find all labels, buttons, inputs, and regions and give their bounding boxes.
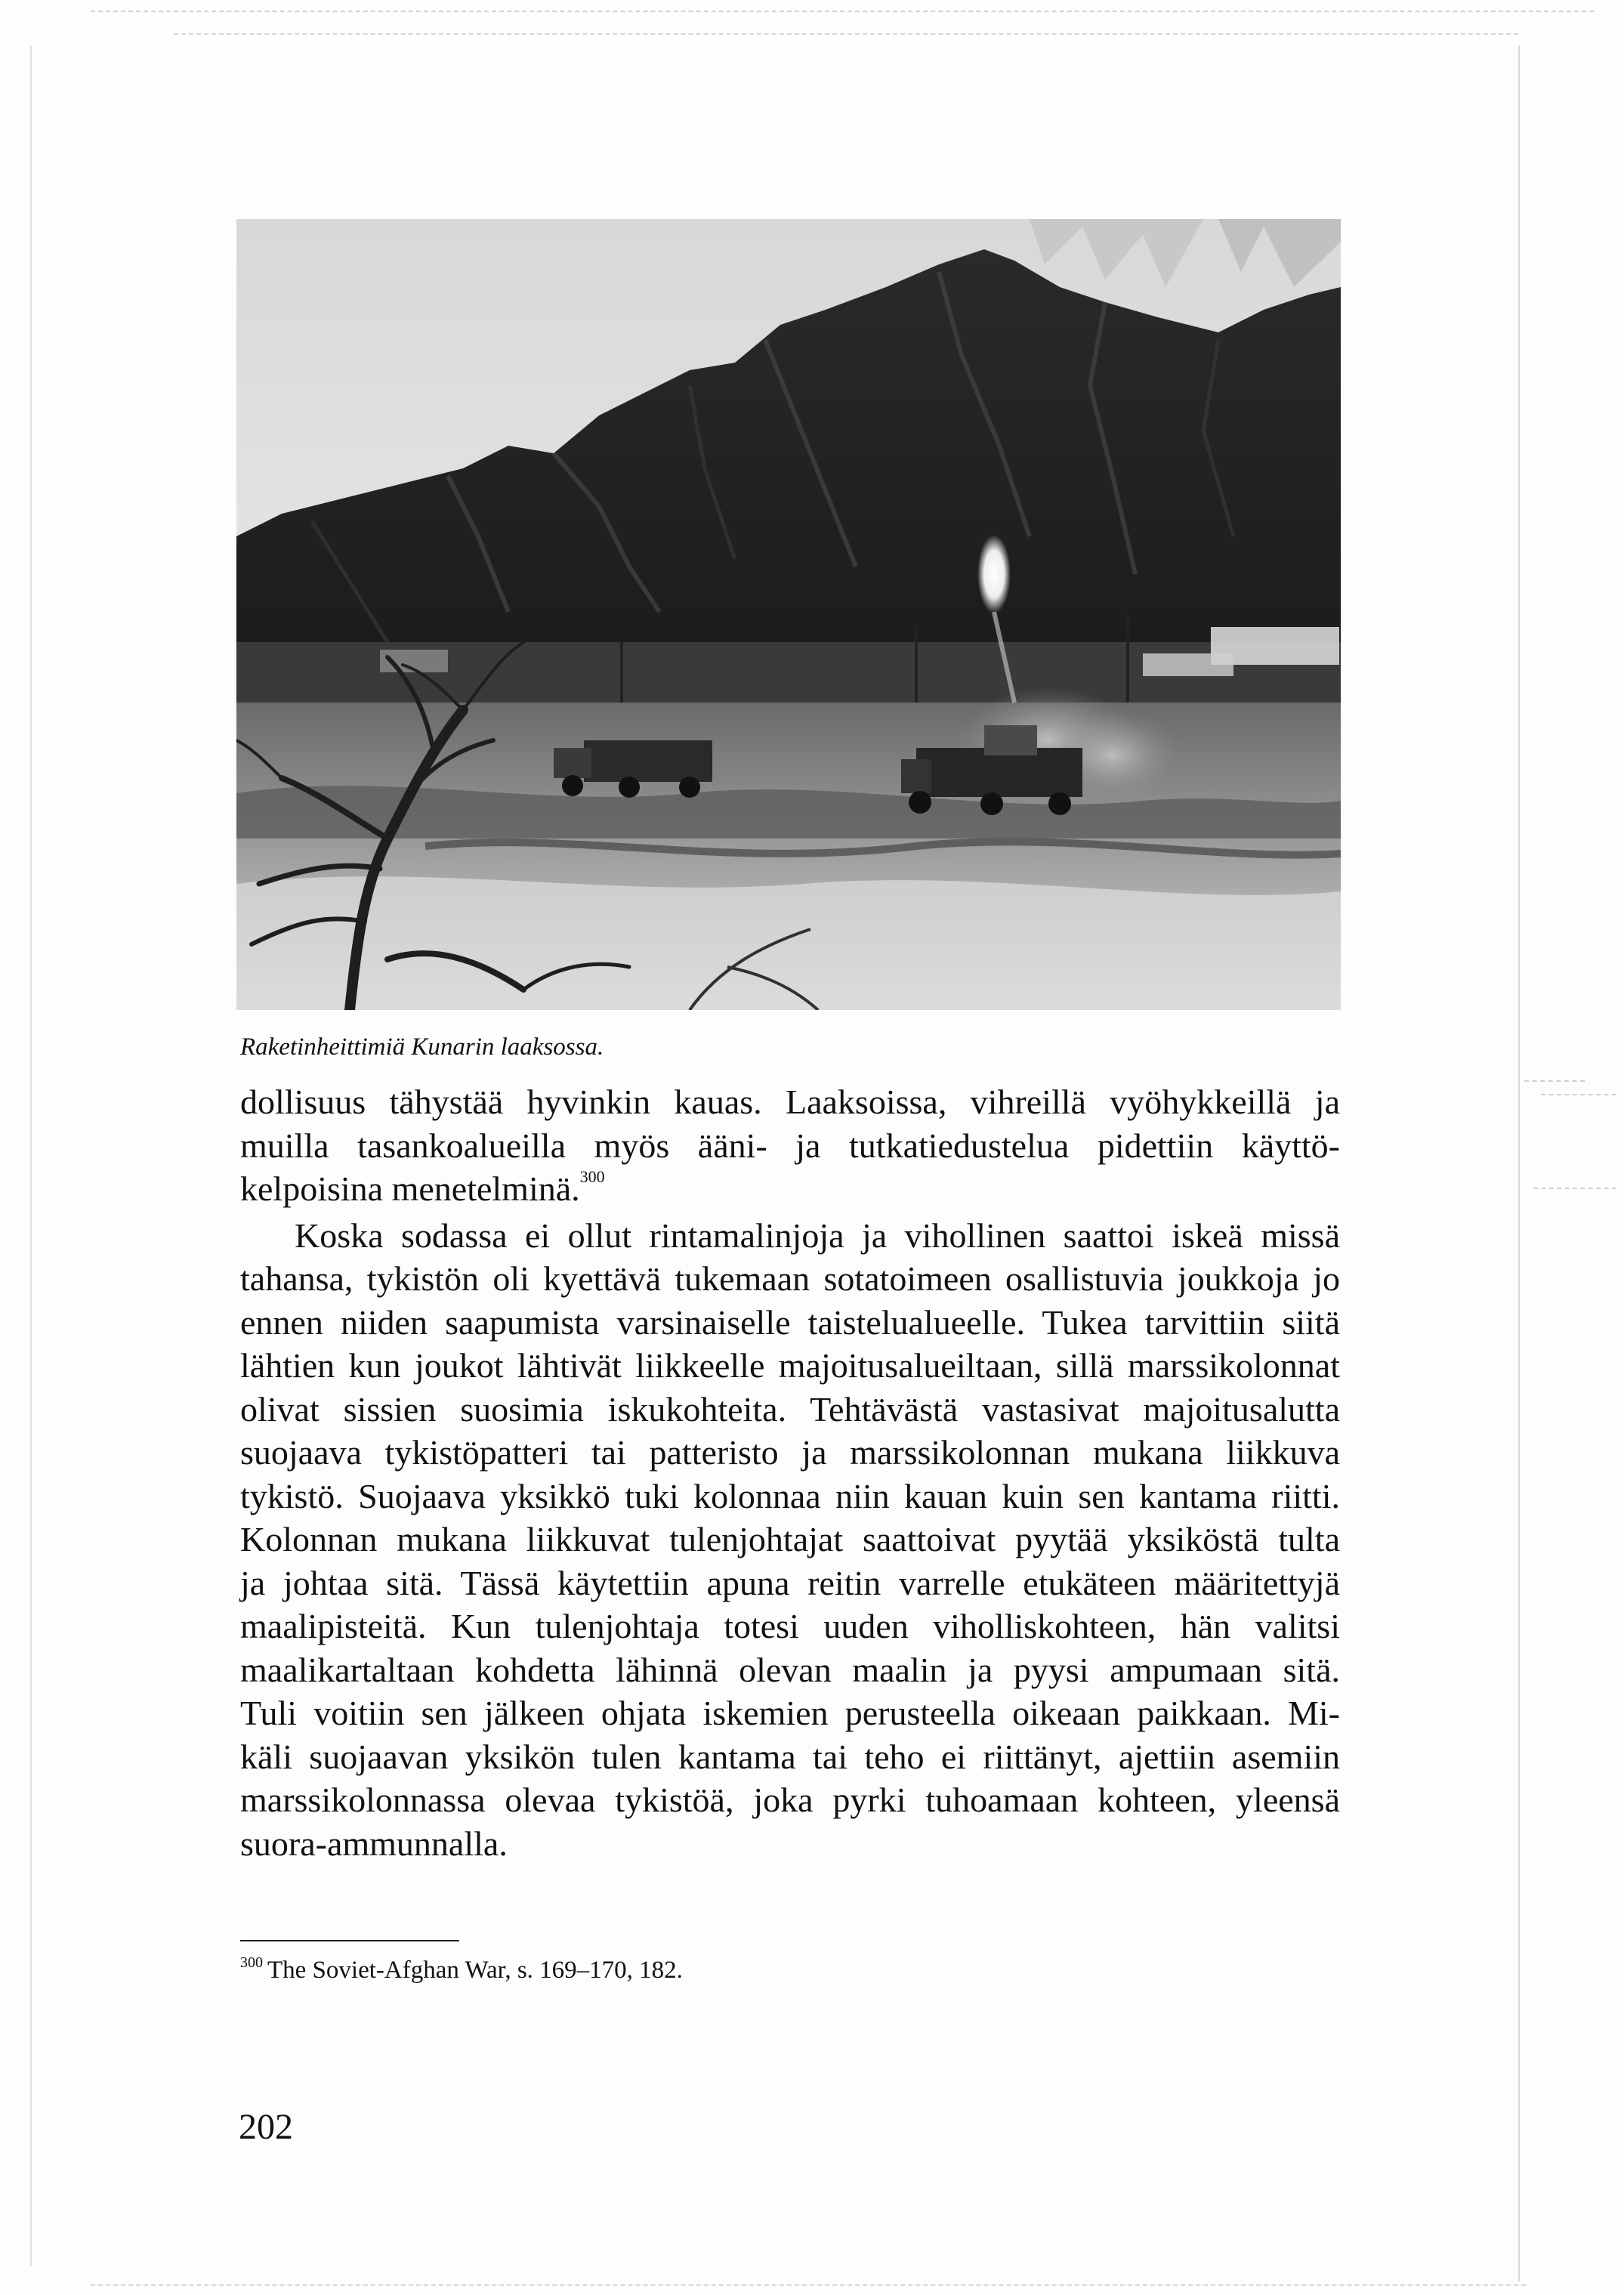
text-line: suora-ammunnalla.: [240, 1824, 508, 1863]
footnote-number: 300: [240, 1954, 263, 1971]
text-line: suojaava tykistöpatteri tai patteristo ja marssikolonnan mukana liikkuva: [240, 1433, 1340, 1472]
text-line: tahansa, tykistön oli kyettävä tukemaan sotatoimeen osallistuvia joukkoja jo: [240, 1259, 1340, 1298]
text-line: muilla tasankoalueilla myös ääni- ja tutkatiedustelua pidettiin käyttö-: [240, 1126, 1340, 1165]
figure-photo: [236, 219, 1341, 1010]
text-line: dollisuus tähystää hyvinkin kauas. Laaksoissa, vihreillä vyöhykkeillä ja: [240, 1083, 1340, 1121]
text-line: olivat sissien suosimia iskukohteita. Tehtävästä vastasivat majoitusalutta: [240, 1389, 1340, 1429]
photo-illustration: [236, 219, 1341, 1010]
text-line-content: kelpoisina menetelminä.: [240, 1169, 580, 1208]
footnote-text: The Soviet-Afghan War, s. 169–170, 182.: [267, 1957, 683, 1984]
text-line: Koska sodassa ei ollut rintamalinjoja ja vihollinen saattoi iskeä missä: [295, 1215, 1340, 1255]
photo-truck-left: [554, 740, 712, 798]
text-line: maalipisteitä. Kun tulenjohtaja totesi uuden viholliskohteen, hän valitsi: [240, 1607, 1340, 1645]
scan-edge-right: [1518, 45, 1520, 2281]
footnote-divider: [240, 1940, 459, 1941]
text-line: lähtien kun joukot lähtivät liikkeelle majoitusalueiltaan, sillä marssikolonnat: [240, 1346, 1340, 1385]
figure-caption: Raketinheittimiä Kunarin laaksossa.: [240, 1033, 604, 1061]
text-line: ennen niiden saapumista varsinaiselle taistelualueelle. Tukea tarvittiin siitä: [240, 1302, 1340, 1342]
text-line: Kolonnan mukana liikkuvat tulenjohtajat saattoivat pyytää yksiköstä tulta: [240, 1520, 1340, 1558]
scan-margin-mark: [1541, 1094, 1616, 1095]
text-line: maalikartaltaan kohdetta lähinnä olevan maalin ja pyysi ampumaan sitä.: [240, 1650, 1340, 1689]
text-line: marssikolonnassa olevaa tykistöä, joka pyrki tuhoamaan kohteen, yleensä: [240, 1781, 1340, 1819]
text-line: ja johtaa sitä. Tässä käytettiin apuna reitin varrelle etukäteen määritettyjä: [240, 1563, 1340, 1602]
scan-edge-top: [91, 11, 1594, 12]
scan-edge-top-inner: [174, 33, 1518, 35]
footnote-reference[interactable]: 300: [579, 1167, 605, 1186]
scan-margin-mark: [1533, 1188, 1616, 1189]
scan-margin-mark: [1524, 1080, 1585, 1082]
text-line: käli suojaavan yksikön tulen kantama tai teho ei riittänyt, ajettiin asemiin: [240, 1737, 1340, 1776]
page-number: 202: [239, 2107, 293, 2147]
footnote: [240, 1954, 683, 1985]
text-line: Tuli voitiin sen jälkeen ohjata iskemien perusteella oikeaan paikkaan. Mi-: [240, 1694, 1340, 1732]
scan-edge-bottom: [91, 2284, 1526, 2286]
body-text: [240, 1080, 1340, 1865]
text-line: [240, 1167, 1340, 1211]
text-line: tykistö. Suojaava yksikkö tuki kolonnaa niin kauan kuin sen kantama riitti.: [240, 1476, 1340, 1515]
scan-edge-left: [30, 45, 32, 2266]
photo-rocket-flash: [977, 535, 1011, 613]
